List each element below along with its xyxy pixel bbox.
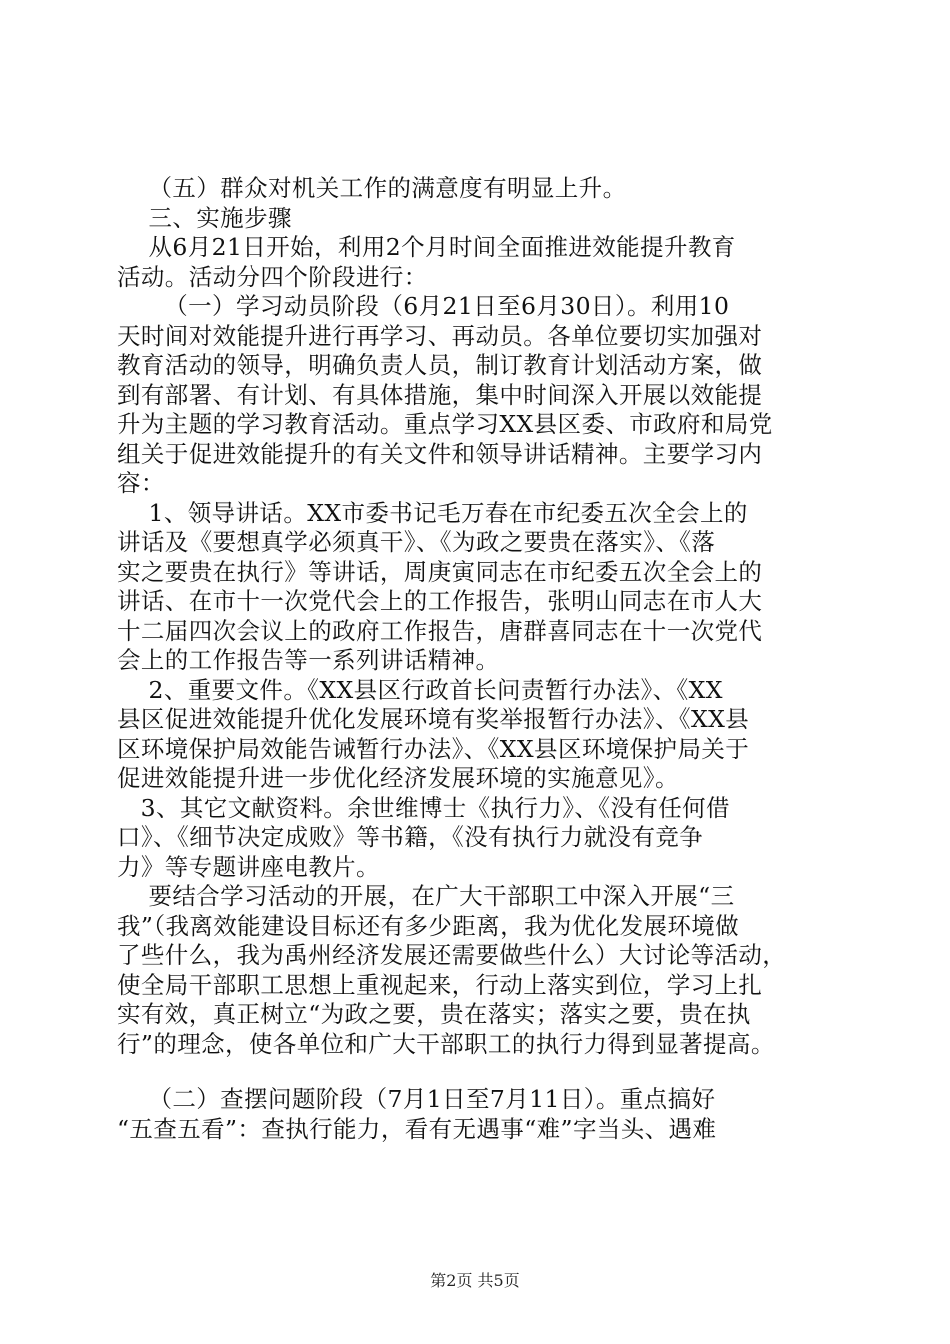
page-number-footer: 第2页 共5页: [430, 1271, 520, 1290]
text-line: 力》等专题讲座电教片。: [117, 852, 380, 881]
text-line: 3、其它文献资料。余世维博士《执行力》、《没有任何借: [117, 793, 730, 822]
text-line: 区环境保护局效能告诫暂行办法》、《XX县区环境保护局关于: [117, 734, 750, 763]
text-line: 容：: [117, 469, 165, 497]
paragraph-gap: [117, 1059, 835, 1085]
text-line: 天时间对效能提升进行再学习、再动员。各单位要切实加强对: [117, 321, 763, 350]
text-line: 从6月21日开始，利用2个月时间全面推进效能提升教育: [117, 233, 736, 261]
text-line: 教育活动的领导，明确负责人员，制订教育计划活动方案，做: [117, 351, 763, 379]
text-line: 活动。活动分四个阶段进行：: [117, 262, 428, 291]
text-line: 县区促进效能提升优化发展环境有奖举报暂行办法》、《XX县: [117, 705, 750, 733]
text-line: 讲话、在市十一次党代会上的工作报告，张明山同志在市人大: [117, 587, 763, 615]
text-line: 2、重要文件。《XX县区行政首长问责暂行办法》、《XX: [117, 675, 723, 704]
text-line: 十二届四次会议上的政府工作报告，唐群喜同志在十一次党代: [117, 616, 763, 645]
text-line: （二）查摆问题阶段（7月1日至7月11日）。重点搞好: [117, 1085, 716, 1113]
text-line: （五）群众对机关工作的满意度有明显上升。: [117, 174, 627, 202]
text-line: 行”的理念，使各单位和广大干部职工的执行力得到显著提高。: [117, 1029, 775, 1058]
text-line: 到有部署、有计划、有具体措施，集中时间深入开展以效能提: [117, 380, 763, 409]
text-line: “五查五看”：查执行能力，看有无遇事“难”字当头、遇难: [117, 1114, 717, 1143]
document-body: [117, 174, 835, 1144]
section-heading: 三、实施步骤: [117, 203, 292, 232]
text-line: 要结合学习活动的开展，在广大干部职工中深入开展“三: [117, 882, 735, 910]
text-line: 会上的工作报告等一系列讲话精神。: [117, 646, 500, 674]
text-line: 组关于促进效能提升的有关文件和领导讲话精神。主要学习内: [117, 439, 763, 468]
text-line: 实之要贵在执行》等讲话，周庚寅同志在市纪委五次全会上的: [117, 557, 763, 586]
text-line: 实有效，真正树立“为政之要，贵在落实；落实之要，贵在执: [117, 1000, 751, 1028]
text-line: 口》、《细节决定成败》等书籍，《没有执行力就没有竞争: [117, 823, 704, 851]
text-line: 使全局干部职工思想上重视起来，行动上落实到位，学习上扎: [117, 970, 763, 999]
text-line: 促进效能提升进一步优化经济发展环境的实施意见》。: [117, 764, 679, 792]
text-line: （一）学习动员阶段（6月21日至6月30日）。利用10: [117, 292, 730, 320]
text-line: 了些什么，我为禹州经济发展还需要做些什么）大讨论等活动，: [117, 941, 787, 969]
text-line: 升为主题的学习教育活动。重点学习XX县区委、市政府和局党: [117, 410, 773, 438]
text-line: 讲话及《要想真学必须真干》、《为政之要贵在落实》、《落: [117, 528, 716, 556]
text-line: 1、领导讲话。XX市委书记毛万春在市纪委五次全会上的: [117, 498, 748, 527]
text-line: 我”（我离效能建设目标还有多少距离，我为优化发展环境做: [117, 911, 740, 940]
